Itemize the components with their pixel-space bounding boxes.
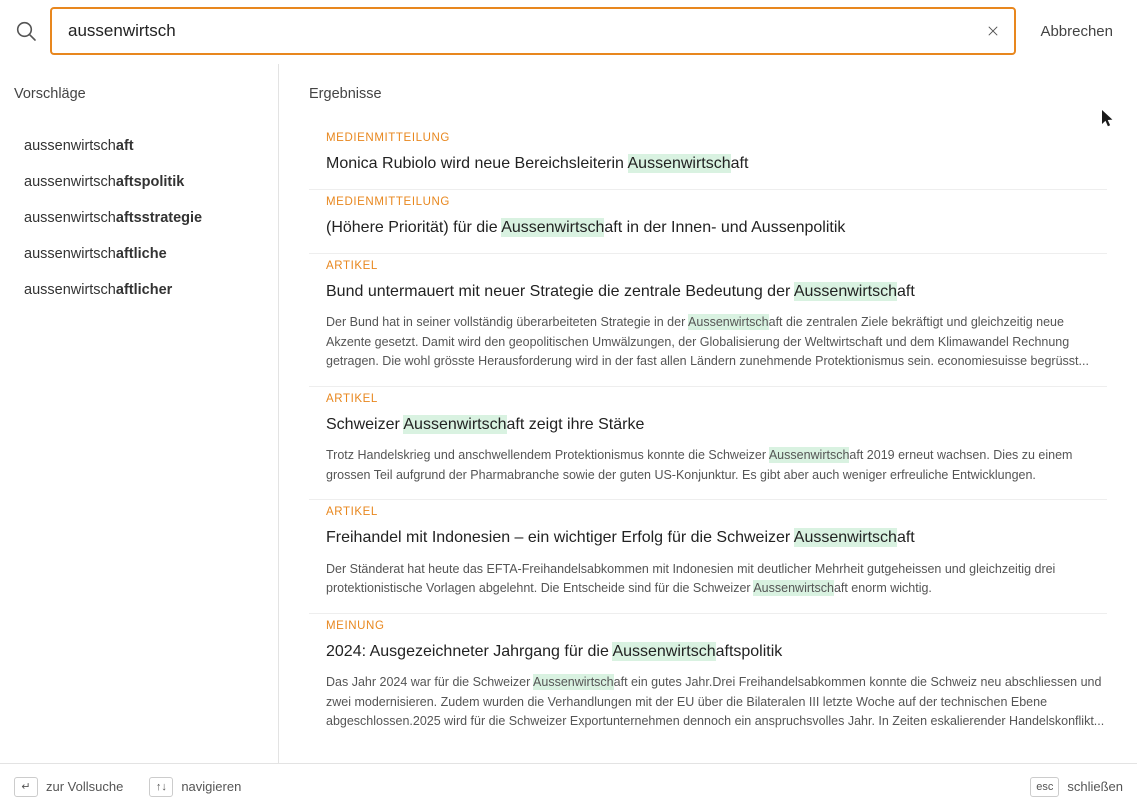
- search-icon: [12, 17, 40, 45]
- result-snippet: [326, 673, 1107, 731]
- result-kicker: ARTIKEL: [326, 392, 378, 405]
- result-title[interactable]: [326, 528, 1107, 549]
- hint-close-label: schließen: [1067, 779, 1123, 794]
- result-title-pre: Monica Rubiolo wird neue Bereichsleiterin: [326, 155, 628, 172]
- result-snippet-highlight: Aussenwirtsch: [768, 448, 850, 463]
- result-item[interactable]: [309, 254, 1107, 387]
- results-panel: [279, 64, 1137, 763]
- result-snippet: [326, 560, 1107, 599]
- result-title-highlight: Aussenwirtsch: [612, 642, 716, 660]
- suggestion-item[interactable]: [0, 200, 278, 236]
- result-snippet-pre: Der Bund hat in seiner vollständig überarbeiteten Strategie in der: [326, 315, 689, 330]
- result-snippet-pre: Der Ständerat hat heute das EFTA-Freihandelsabkommen mit Indonesien mit deutlicher Mehrheit gutgeheissen und gleichzeitig drei protektionistische Vorlagen abgelehnt. Die Entscheide sind für die Schweizer: [326, 561, 1056, 596]
- result-snippet-post: aft enorm wichtig.: [833, 581, 932, 596]
- result-item[interactable]: [309, 387, 1107, 501]
- arrow-keys-icon: ↑↓: [149, 777, 173, 797]
- suggestions-panel: [0, 64, 279, 763]
- search-input[interactable]: [52, 9, 1014, 53]
- result-snippet: [326, 446, 1107, 485]
- result-title[interactable]: [326, 642, 1107, 663]
- hint-fullsearch-label: zur Vollsuche: [46, 779, 124, 794]
- result-item[interactable]: [309, 614, 1107, 746]
- search-bar: [0, 0, 1137, 64]
- suggestion-prefix: aussenwirtsch: [24, 282, 116, 298]
- result-item[interactable]: [309, 126, 1107, 190]
- suggestion-suffix: aftliche: [115, 246, 167, 262]
- result-title-pre: Schweizer: [326, 415, 404, 433]
- overlay-body: [0, 64, 1137, 763]
- result-snippet-pre: Trotz Handelskrieg und anschwellendem Protektionismus konnte die Schweizer: [326, 448, 769, 463]
- result-title-pre: (Höhere Priorität) für die: [326, 218, 502, 236]
- suggestion-suffix: aftspolitik: [115, 174, 185, 190]
- suggestion-suffix: aft: [115, 138, 134, 154]
- suggestion-prefix: aussenwirtsch: [24, 138, 116, 154]
- result-kicker: MEDIENMITTEILUNG: [326, 195, 450, 208]
- enter-key-icon: ↵: [14, 777, 38, 797]
- result-snippet-highlight: Aussenwirtsch: [688, 315, 769, 330]
- result-snippet-post: aft ein gutes Jahr.Drei Freihandelsabkommen konnte die Schweiz neu abschliessen und zwei modernisieren. Zudem wurden die Verhandlungen mit der EU über die Bilateralen III letzte Woche auf der technischen Ebene abgeschlossen.2025 wird für die Schweizer Exportunternehmen dennoch ein anspruchsvolles Jahr. In Zeiten eskalierender Handelskonflikt...: [326, 675, 1105, 729]
- result-item[interactable]: [309, 190, 1107, 254]
- result-title-pre: 2024: Ausgezeichneter Jahrgang für die: [326, 642, 613, 660]
- result-title-post: aft: [896, 529, 915, 547]
- result-title-post: aft: [730, 155, 749, 172]
- result-snippet-pre: Das Jahr 2024 war für die Schweizer: [326, 675, 534, 690]
- hint-close: [1030, 777, 1123, 797]
- result-kicker: MEDIENMITTEILUNG: [326, 132, 450, 144]
- suggestion-item[interactable]: [0, 164, 278, 200]
- result-title-post: aft in der Innen- und Aussenpolitik: [604, 218, 846, 236]
- close-icon[interactable]: [982, 20, 1004, 42]
- result-kicker: ARTIKEL: [326, 506, 378, 519]
- result-title[interactable]: [326, 218, 1107, 239]
- result-title[interactable]: [326, 282, 1107, 303]
- result-snippet-highlight: Aussenwirtsch: [533, 675, 614, 690]
- result-title-highlight: Aussenwirtsch: [793, 282, 898, 300]
- result-title[interactable]: [326, 154, 1107, 175]
- result-snippet-highlight: Aussenwirtsch: [753, 581, 834, 596]
- suggestion-item[interactable]: [0, 128, 278, 164]
- result-title[interactable]: [326, 415, 1107, 436]
- result-title-highlight: Aussenwirtsch: [793, 529, 897, 547]
- result-snippet-post: aft die zentralen Ziele bekräftigt und gleichzeitig neue Akzente gesetzt. Damit wird den geopolitischen Umwälzungen, der Globalisierung der Weltwirtschaft und dem Klimawandel Rechnung getragen. Die wohl grösste Herausforderung wird in der fast allen Ländern zunehmende Protektionismus sein. economiesuisse begrüsst...: [326, 315, 1089, 369]
- footer-hints: [0, 763, 1137, 809]
- suggestion-prefix: aussenwirtsch: [24, 246, 116, 262]
- result-snippet: [326, 313, 1107, 371]
- result-title-pre: Bund untermauert mit neuer Strategie die zentrale Bedeutung der: [326, 282, 794, 300]
- result-title-pre: Freihandel mit Indonesien – ein wichtiger Erfolg für die Schweizer: [326, 529, 794, 547]
- result-kicker: MEINUNG: [326, 619, 385, 632]
- result-title-highlight: Aussenwirtsch: [627, 155, 731, 172]
- suggestion-item[interactable]: [0, 272, 278, 308]
- suggestions-title: Vorschläge: [14, 86, 86, 102]
- results-title: Ergebnisse: [309, 86, 382, 102]
- suggestion-item[interactable]: [0, 236, 278, 272]
- result-title-post: aft: [897, 282, 915, 300]
- result-title-post: aftspolitik: [715, 642, 783, 660]
- hint-navigate-label: navigieren: [181, 779, 242, 794]
- hint-fullsearch: [14, 777, 123, 797]
- result-title-highlight: Aussenwirtsch: [403, 415, 507, 433]
- results-list: [309, 126, 1107, 746]
- suggestions-list: [0, 128, 278, 308]
- suggestion-prefix: aussenwirtsch: [24, 174, 116, 190]
- suggestion-suffix: aftlicher: [115, 282, 173, 298]
- result-title-highlight: Aussenwirtsch: [501, 218, 605, 236]
- hint-navigate: [149, 777, 241, 797]
- result-title-post: aft zeigt ihre Stärke: [506, 415, 645, 433]
- result-item[interactable]: [309, 500, 1107, 614]
- suggestion-prefix: aussenwirtsch: [24, 210, 116, 226]
- result-kicker: ARTIKEL: [326, 259, 378, 272]
- esc-key-icon: esc: [1030, 777, 1059, 797]
- result-snippet-post: aft 2019 erneut wachsen. Dies zu einem grossen Teil aufgrund der Pharmabranche sowie der guten US-Konjunktur. Es gibt aber auch weniger erfreuliche Entwicklungen.: [326, 448, 1073, 482]
- cancel-button[interactable]: Abbrechen: [1034, 22, 1119, 41]
- suggestion-suffix: aftsstrategie: [115, 210, 203, 226]
- search-field-wrapper: [50, 7, 1016, 55]
